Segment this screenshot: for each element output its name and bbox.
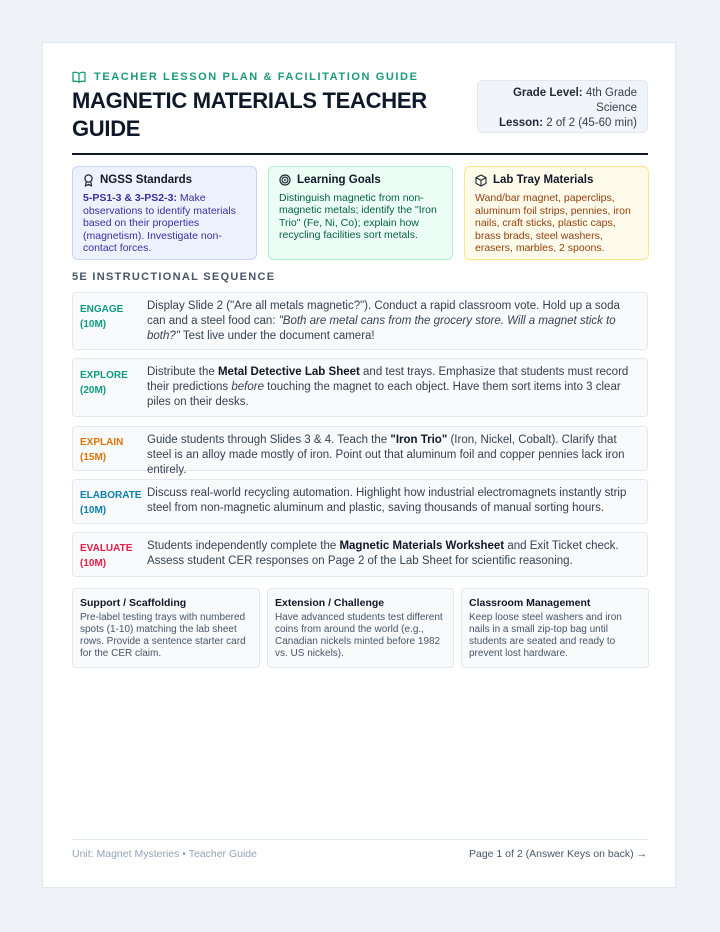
- management-title: Classroom Management: [469, 597, 591, 609]
- grade-info-box: [477, 80, 648, 133]
- evaluate-phase: [80, 541, 132, 571]
- evaluate-label: EVALUATE: [80, 543, 133, 554]
- explore-lab-sheet: Metal Detective Lab Sheet: [217, 366, 360, 378]
- extension-box: [267, 588, 454, 668]
- materials-title: Lab Tray Materials: [493, 174, 594, 187]
- lesson-label: Lesson:: [498, 117, 544, 129]
- goals-title: Learning Goals: [297, 174, 381, 186]
- goals-body: Distinguish magnetic from non-magnetic metals; identify the "Iron Trio" (Fe, Ni, Co); explain how recycling facilities sort metals.: [279, 191, 437, 241]
- explore-text: Distribute the: [147, 366, 218, 378]
- grade-label: Grade Level:: [512, 87, 583, 99]
- elaborate-time: (10M): [80, 505, 107, 516]
- explore-row: [72, 358, 648, 417]
- explain-label: EXPLAIN: [80, 437, 124, 448]
- evaluate-text-end: and Exit Ticket check. Assess student CER responses on Page 2 of the Lab Sheet for scientific reasoning.: [147, 540, 619, 567]
- guide-kicker: [72, 71, 419, 83]
- lesson-page: [42, 42, 676, 888]
- explain-description: [147, 433, 641, 478]
- evaluate-description: [147, 539, 641, 569]
- footer-unit: Unit: Magnet Mysteries • Teacher Guide: [72, 848, 257, 860]
- engage-description: [147, 299, 641, 344]
- standards-card: [72, 166, 257, 260]
- explain-iron-trio: "Iron Trio": [390, 434, 448, 446]
- evaluate-text: Students independently complete the: [147, 540, 340, 552]
- standards-body: Make observations to identify materials based on their properties (magnetism). Investigate non-contact forces.: [83, 192, 236, 254]
- standards-title: NGSS Standards: [100, 174, 193, 187]
- support-box: [72, 588, 260, 668]
- materials-body: Wand/bar magnet, paperclips, aluminum foil strips, pennies, iron nails, craft sticks, plastic caps, brass brads, steel washers, erasers, marbles, 2 spoons.: [475, 192, 631, 254]
- explore-text-mid: and test trays. Emphasize that students must record their predictions: [147, 366, 629, 393]
- explore-label: EXPLORE: [80, 370, 128, 381]
- evaluate-row: [72, 532, 648, 577]
- engage-text: Display Slide 2 ("Are all metals magnetic?"). Conduct a rapid classroom vote. Hold up a soda can and a steel food can:: [147, 300, 620, 327]
- grade-value: 4th Grade Science: [585, 87, 637, 114]
- management-body: Keep loose steel washers and iron nails in a small zip-top bag until students are seated and ready to prevent lost hardware.: [469, 612, 622, 659]
- explore-phase: [80, 368, 128, 398]
- lesson-value: 2 of 2 (45-60 min): [546, 117, 637, 129]
- support-title: Support / Scaffolding: [80, 597, 187, 609]
- footer-divider: [72, 839, 648, 840]
- support-body: Pre-label testing trays with numbered spots (1-10) matching the lab sheet rows. Provide a sentence starter card for the CER claim.: [80, 612, 246, 659]
- explore-description: [147, 365, 641, 410]
- explore-time: (20M): [80, 385, 107, 396]
- elaborate-description: Discuss real-world recycling automation. Highlight how industrial electromagnets instantly strip steel from non-magnetic aluminum and plastic, saving thousands of manual sorting hours.: [147, 487, 627, 514]
- extension-body: Have advanced students test different coins from around the world (e.g., Canadian nickels minted before 1982 vs. US nickels).: [275, 612, 443, 659]
- evaluate-time: (10M): [80, 558, 107, 569]
- explain-row: [72, 426, 648, 476]
- engage-time: (10M): [80, 319, 107, 330]
- book-open-icon: [72, 71, 86, 83]
- evaluate-worksheet: Magnetic Materials Worksheet: [339, 540, 505, 552]
- box-icon: [475, 174, 487, 187]
- kicker-text: TEACHER LESSON PLAN & FACILITATION GUIDE: [94, 71, 419, 83]
- explore-text-end: touching the magnet to each object. Have them sort items into 3 clear piles on their desks.: [147, 381, 621, 408]
- engage-label: ENGAGE: [80, 304, 124, 315]
- award-icon: [83, 174, 94, 187]
- extension-title: Extension / Challenge: [275, 597, 385, 609]
- sequence-heading: 5E INSTRUCTIONAL SEQUENCE: [72, 271, 276, 283]
- engage-quote: "Both are metal cans from the grocery store. Will a magnet stick to both?": [147, 315, 616, 342]
- engage-text-end: Test live under the document camera!: [179, 330, 375, 342]
- explain-text: Guide students through Slides 3 & 4. Teach the: [147, 434, 391, 446]
- engage-phase: [80, 302, 123, 332]
- elaborate-row: [72, 479, 648, 524]
- elaborate-label: ELABORATE: [80, 490, 142, 501]
- footer-page: Page 1 of 2 (Answer Keys on back) →: [468, 848, 647, 860]
- management-box: [461, 588, 649, 668]
- standards-codes: 5-PS1-3 & 3-PS2-3:: [83, 192, 177, 204]
- explain-phase: [80, 435, 123, 465]
- learning-goals-card: [268, 166, 453, 260]
- target-icon: [279, 174, 291, 186]
- engage-row: [72, 292, 648, 350]
- header-divider: [72, 153, 648, 155]
- explain-text-end: (Iron, Nickel, Cobalt). Clarify that steel is an alloy made mostly of iron. Point out that aluminum foil and copper pennies lack iron entirely.: [147, 434, 625, 476]
- lab-materials-card: [464, 166, 649, 260]
- elaborate-phase: [80, 488, 141, 518]
- explore-emphasis: before: [231, 381, 264, 393]
- page-title: MAGNETIC MATERIALS TEACHER GUIDE: [72, 88, 427, 141]
- explain-time: (15M): [80, 452, 107, 463]
